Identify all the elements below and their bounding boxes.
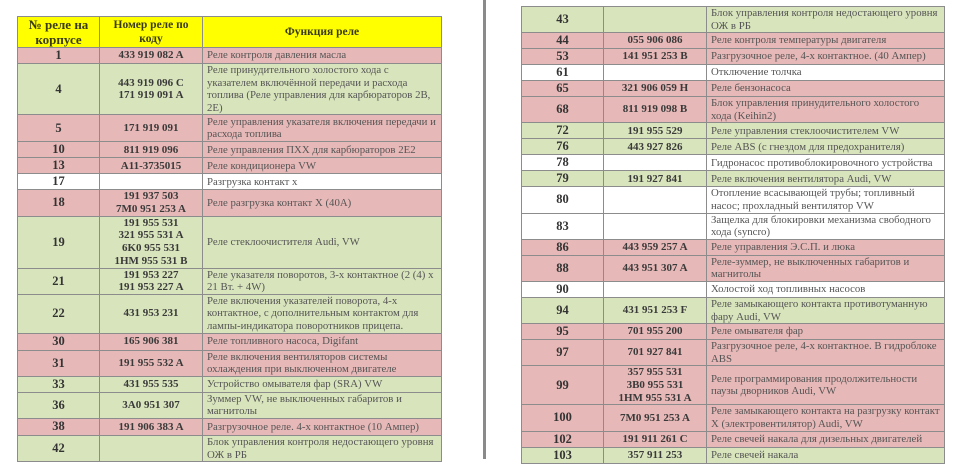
- relay-code: 7M0 951 253 A: [620, 411, 690, 424]
- relay-code-cell: [604, 405, 707, 431]
- relay-code-cell: [604, 65, 707, 81]
- table-row: [18, 294, 442, 333]
- table-row: [18, 268, 442, 294]
- table-row: [18, 174, 442, 190]
- relay-code: 431 951 253 F: [622, 304, 688, 317]
- relay-number: 22: [18, 294, 100, 333]
- relay-code: 443 951 307 A: [622, 262, 688, 275]
- table-row: [522, 213, 945, 239]
- relay-code-cell: [604, 447, 707, 463]
- relay-function: Разгрузочное реле. 4-х контактное (10 Ампер): [203, 418, 442, 435]
- relay-code-cell: [100, 48, 203, 64]
- relay-code-cell: [604, 139, 707, 155]
- relay-code: 357 955 531: [627, 366, 683, 379]
- relay-code: 431 955 535: [123, 377, 179, 390]
- relay-code: 443 919 096 C: [118, 76, 184, 89]
- relay-code-cell: [604, 431, 707, 447]
- relay-number: 90: [522, 281, 604, 297]
- table-row: [522, 81, 945, 97]
- relay-code: 433 919 082 A: [118, 49, 184, 62]
- relay-code: 357 911 253: [627, 448, 683, 461]
- page-divider: [483, 0, 486, 459]
- relay-code-cell: [100, 174, 203, 190]
- relay-code-cell: [604, 7, 707, 33]
- relay-code-cell: [604, 171, 707, 187]
- relay-function: Реле контроля давления масла: [203, 48, 442, 64]
- relay-function: Защелка для блокировки механизма свободного хода (syncro): [707, 213, 945, 239]
- relay-code-cell: [604, 187, 707, 213]
- relay-number: 88: [522, 255, 604, 281]
- relay-function: Реле указателя поворотов, 3-х контактное (2 (4) х 21 Вт. + 4W): [203, 268, 442, 294]
- relay-code: 191 955 532 A: [118, 356, 184, 369]
- relay-function: Блок управления принудительного холостого хода (Keihin2): [707, 97, 945, 123]
- table-row: [522, 7, 945, 33]
- table-row: [18, 350, 442, 376]
- relay-number: 38: [18, 418, 100, 435]
- relay-number: 103: [522, 447, 604, 463]
- relay-function: Гидронасос противоблокировочного устройства: [707, 155, 945, 171]
- relay-code-cell: [604, 297, 707, 323]
- relay-function: Отопление всасывающей трубы; топливный насос; прохладный вентилятор VW: [707, 187, 945, 213]
- relay-number: 76: [522, 139, 604, 155]
- relay-function: Реле замыкающего контакта противотуманную фару Audi, VW: [707, 297, 945, 323]
- table-row: [522, 297, 945, 323]
- table-row: [18, 392, 442, 418]
- table-row: [522, 33, 945, 49]
- relay-number: 1: [18, 48, 100, 64]
- relay-function: Реле программирования продолжительности паузы дворников Audi, VW: [707, 366, 945, 405]
- relay-code-cell: [604, 340, 707, 366]
- relay-number: 53: [522, 49, 604, 65]
- table-row: [522, 49, 945, 65]
- relay-function: Реле управления стеклоочистителем VW: [707, 123, 945, 139]
- relay-table-right: [521, 6, 945, 464]
- relay-code: 3B0 955 531: [626, 379, 684, 392]
- relay-code: 165 906 381: [123, 335, 179, 348]
- relay-function: Реле стеклоочистителя Audi, VW: [203, 216, 442, 268]
- relay-code: 431 953 231: [123, 307, 179, 320]
- table-row: [18, 333, 442, 350]
- relay-function: Реле топливного насоса, Digifant: [203, 333, 442, 350]
- relay-number: 43: [522, 7, 604, 33]
- relay-code: 811 919 098 B: [622, 103, 688, 116]
- relay-code: 191 911 261 C: [622, 432, 688, 445]
- table-row: [522, 155, 945, 171]
- relay-function: Реле включения указателей поворота, 4-х контактное, с дополнительным контактом для лампы-индикатора поворотников прицепа.: [203, 294, 442, 333]
- relay-code: 811 919 096: [123, 143, 179, 156]
- relay-number: 17: [18, 174, 100, 190]
- relay-number: 99: [522, 366, 604, 405]
- table-row: [522, 239, 945, 255]
- relay-function: Реле бензонасоса: [707, 81, 945, 97]
- relay-code-cell: [604, 33, 707, 49]
- relay-code: 7M0 951 253 A: [116, 202, 186, 215]
- relay-function: Разгрузочное реле, 4-х контактное. (40 Ампер): [707, 49, 945, 65]
- relay-code-cell: [604, 155, 707, 171]
- table-row: [18, 158, 442, 174]
- relay-function: Реле ABS (с гнездом для предохранителя): [707, 139, 945, 155]
- relay-code-cell: [100, 435, 203, 461]
- relay-number: 44: [522, 33, 604, 49]
- relay-function: Холостой ход топливных насосов: [707, 281, 945, 297]
- relay-function: Реле управления указателя включения передачи и расхода топлива: [203, 115, 442, 142]
- relay-code: 443 959 257 A: [622, 240, 688, 253]
- relay-function: Разгрузочное реле, 4-х контактное. В гидроблоке ABS: [707, 340, 945, 366]
- relay-code: 191 937 503: [123, 190, 179, 203]
- relay-function: Реле включения вентиляторов системы охлаждения при выключенном двигателе: [203, 350, 442, 376]
- relay-code-cell: [100, 376, 203, 392]
- table-row: [522, 139, 945, 155]
- relay-code: 171 919 091 A: [118, 89, 184, 102]
- relay-code-cell: [100, 158, 203, 174]
- relay-code-cell: [100, 418, 203, 435]
- relay-code-cell: [604, 81, 707, 97]
- relay-code-cell: [604, 49, 707, 65]
- relay-number: 10: [18, 142, 100, 158]
- relay-number: 13: [18, 158, 100, 174]
- relay-function: Реле замыкающего контакта на разгрузку контакт X (электровентилятор) Audi, VW: [707, 405, 945, 431]
- relay-number: 5: [18, 115, 100, 142]
- relay-code: 171 919 091: [123, 122, 179, 135]
- relay-number: 18: [18, 190, 100, 216]
- relay-table-left: [17, 16, 442, 462]
- table-row: [522, 281, 945, 297]
- relay-code: 6K0 955 531: [121, 242, 181, 255]
- relay-number: 4: [18, 64, 100, 115]
- table-row: [522, 405, 945, 431]
- relay-code: 191 927 841: [627, 172, 683, 185]
- relay-code-cell: [100, 115, 203, 142]
- relay-code: 191 953 227: [123, 268, 179, 281]
- relay-code-cell: [604, 213, 707, 239]
- relay-number: 79: [522, 171, 604, 187]
- relay-function: Отключение толчка: [707, 65, 945, 81]
- relay-code-cell: [604, 123, 707, 139]
- relay-number: 95: [522, 324, 604, 340]
- relay-code: 055 906 086: [627, 34, 683, 47]
- table-row: [18, 435, 442, 461]
- relay-code-cell: [100, 392, 203, 418]
- relay-number: 86: [522, 239, 604, 255]
- relay-function: Реле включения вентилятора Audi, VW: [707, 171, 945, 187]
- relay-code: 701 927 841: [627, 346, 683, 359]
- relay-function: Реле разгрузка контакт X (40А): [203, 190, 442, 216]
- relay-code: 191 953 227 A: [118, 281, 184, 294]
- relay-number: 83: [522, 213, 604, 239]
- relay-code-cell: [100, 350, 203, 376]
- table-row: [522, 171, 945, 187]
- relay-code-cell: [100, 216, 203, 268]
- table-row: [522, 255, 945, 281]
- relay-code-cell: [100, 142, 203, 158]
- relay-code-cell: [604, 324, 707, 340]
- table-row: [18, 64, 442, 115]
- relay-code: 321 955 531 A: [118, 229, 184, 242]
- table-row: [522, 431, 945, 447]
- relay-number: 31: [18, 350, 100, 376]
- table-row: [522, 123, 945, 139]
- relay-function: Реле контроля температуры двигателя: [707, 33, 945, 49]
- relay-code: 1HM 955 531 B: [114, 254, 188, 267]
- table-row: [522, 187, 945, 213]
- relay-code: 191 955 531: [123, 216, 179, 229]
- relay-code-cell: [604, 97, 707, 123]
- relay-number: 21: [18, 268, 100, 294]
- relay-function: Реле принудительного холостого хода с указателем включённой передачи и расхода топлива (Реле управления для карбюраторов 2В, 2Е): [203, 64, 442, 115]
- relay-number: 102: [522, 431, 604, 447]
- relay-function: Зуммер VW, не выключенных габаритов и магнитолы: [203, 392, 442, 418]
- relay-number: 42: [18, 435, 100, 461]
- relay-function: Реле свечей накала для дизельных двигателей: [707, 431, 945, 447]
- table-row: [18, 48, 442, 64]
- relay-function: Реле управления ПХХ для карбюраторов 2Е2: [203, 142, 442, 158]
- relay-code-cell: [604, 239, 707, 255]
- relay-code-cell: [604, 255, 707, 281]
- relay-function: Блок управления контроля недостающего уровня ОЖ в РБ: [203, 435, 442, 461]
- relay-code-cell: [100, 294, 203, 333]
- header-relay-function: Функция реле: [203, 17, 442, 48]
- relay-function: Реле управления Э.С.П. и люка: [707, 239, 945, 255]
- relay-function: Реле омывателя фар: [707, 324, 945, 340]
- relay-number: 78: [522, 155, 604, 171]
- relay-code: 191 906 383 A: [118, 420, 184, 433]
- table-header-row: [18, 17, 442, 48]
- table-row: [522, 65, 945, 81]
- table-row: [522, 97, 945, 123]
- relay-code-cell: [100, 64, 203, 115]
- relay-number: 80: [522, 187, 604, 213]
- relay-number: 97: [522, 340, 604, 366]
- table-row: [522, 324, 945, 340]
- relay-number: 33: [18, 376, 100, 392]
- relay-code: 191 955 529: [627, 124, 683, 137]
- relay-code-cell: [100, 190, 203, 216]
- relay-code: 701 955 200: [627, 325, 683, 338]
- relay-code-cell: [100, 333, 203, 350]
- table-row: [18, 418, 442, 435]
- table-row: [18, 142, 442, 158]
- relay-function: Устройство омывателя фар (SRA) VW: [203, 376, 442, 392]
- relay-function: Блок управления контроля недостающего уровня ОЖ в РБ: [707, 7, 945, 33]
- table-row: [522, 447, 945, 463]
- relay-number: 72: [522, 123, 604, 139]
- relay-function: Реле свечей накала: [707, 447, 945, 463]
- relay-code: 3A0 951 307: [122, 399, 180, 412]
- relay-function: Реле-зуммер, не выключенных габаритов и магнитолы: [707, 255, 945, 281]
- relay-number: 36: [18, 392, 100, 418]
- table-row: [18, 190, 442, 216]
- table-row: [522, 340, 945, 366]
- relay-code: 1HM 955 531 A: [618, 391, 692, 404]
- relay-number: 19: [18, 216, 100, 268]
- relay-number: 61: [522, 65, 604, 81]
- table-row: [18, 376, 442, 392]
- relay-code-cell: [100, 268, 203, 294]
- relay-code-cell: [604, 281, 707, 297]
- relay-code-cell: [604, 366, 707, 405]
- relay-number: 100: [522, 405, 604, 431]
- relay-code: 321 906 059 H: [621, 82, 689, 95]
- table-row: [18, 115, 442, 142]
- relay-function: Разгрузка контакт х: [203, 174, 442, 190]
- header-relay-number: № реле на корпусе: [18, 17, 100, 48]
- table-row: [522, 366, 945, 405]
- relay-code: A11-3735015: [120, 159, 182, 172]
- relay-code: 141 951 253 B: [622, 50, 688, 63]
- relay-number: 65: [522, 81, 604, 97]
- relay-number: 30: [18, 333, 100, 350]
- relay-function: Реле кондиционера VW: [203, 158, 442, 174]
- relay-number: 68: [522, 97, 604, 123]
- header-relay-code: Номер реле по коду: [100, 17, 203, 48]
- table-row: [18, 216, 442, 268]
- relay-code: 443 927 826: [627, 140, 683, 153]
- relay-number: 94: [522, 297, 604, 323]
